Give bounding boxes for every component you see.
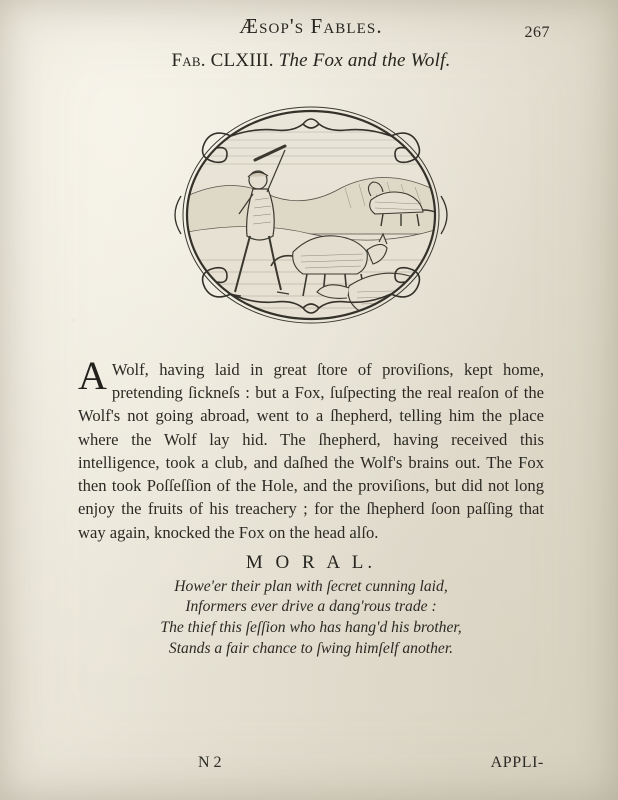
moral-line: Informers ever drive a dang'rous trade :	[185, 598, 437, 616]
signature-mark: N 2	[198, 754, 222, 771]
moral-line: Howe'er their plan with ſecret cunning laid,	[174, 577, 448, 595]
moral-line: Stands a fair chance to ſwing himſelf another.	[168, 639, 454, 657]
fable-illustration	[135, 84, 487, 346]
moral-verse	[78, 577, 544, 660]
fable-title: The Fox and the Wolf.	[278, 50, 451, 71]
running-head	[78, 14, 550, 44]
fable-body-text: Wolf, having laid in great ſtore of proviſions, kept home, pretending ſickneſs : but a Fox, ſuſpecting the real reaſon of the Wolf's not going abroad, went to a ſhepherd, telling him the place where the Wolf lay hid. The ſhepherd, having received this intelligence, took a club, and daſhed the Wolf's brains out. The Fox then took Poſſeſſion of the Hole, and the proviſions, but did not long enjoy the fruits of his treachery ; for the ſhepherd ſoon paſſing that way again, knocked the Fox on the head alſo.	[78, 360, 544, 542]
fable-heading	[78, 50, 544, 72]
illustration-scene	[175, 104, 455, 334]
moral-heading: M O R A L.	[245, 551, 377, 573]
page-footer	[78, 754, 544, 772]
running-head-title: Æsop's Fables.	[239, 14, 383, 38]
drop-cap: A	[78, 353, 107, 398]
catchword: APPLI-	[490, 754, 544, 771]
fable-body	[78, 353, 544, 544]
moral-line: The thief this ſeſſion who has hang'd his brother,	[160, 619, 462, 637]
fable-number: Fab. CLXIII.	[171, 50, 274, 71]
page-number: 267	[524, 24, 550, 41]
